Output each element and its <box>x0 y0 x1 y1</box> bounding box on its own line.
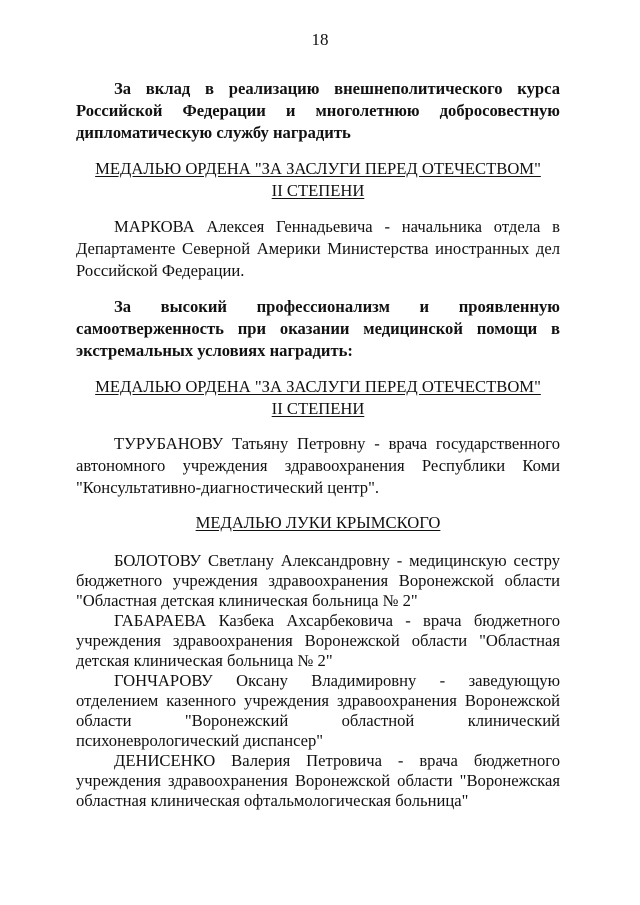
recipient-bolotova: БОЛОТОВУ Светлану Александровну - медицинскую сестру бюджетного учреждения здравоохранения Воронежской области "Областная детская клиническая больница № 2" <box>76 551 560 610</box>
page-number: 18 <box>311 30 329 49</box>
award-title-2 <box>76 376 560 420</box>
recipient-markov: МАРКОВА Алексея Геннадьевича - начальника отдела в Департаменте Северной Америки Министерства иностранных дел Российской Федерации. <box>76 217 560 280</box>
recipient-goncharova: ГОНЧАРОВУ Оксану Владимировну - заведующую отделением казенного учреждения здравоохранения Воронежской области "Воронежский областной клинический психоневрологический диспансер" <box>76 671 560 750</box>
award-intro-1: За вклад в реализацию внешнеполитического курса Российской Федерации и многолетнюю добросовестную дипломатическую службу наградить <box>76 79 560 142</box>
award-title-1 <box>76 158 560 202</box>
award-title-2-line1: МЕДАЛЬЮ ОРДЕНА "ЗА ЗАСЛУГИ ПЕРЕД ОТЕЧЕСТВОМ" <box>95 377 541 396</box>
recipient-turubanova: ТУРУБАНОВУ Татьяну Петровну - врача государственного автономного учреждения здравоохранения Республики Коми "Консультативно-диагностический центр". <box>76 434 560 497</box>
award-title-2-line2: II СТЕПЕНИ <box>271 399 365 418</box>
award-title-3-line1: МЕДАЛЬЮ ЛУКИ КРЫМСКОГО <box>195 513 441 532</box>
award-title-1-line1: МЕДАЛЬЮ ОРДЕНА "ЗА ЗАСЛУГИ ПЕРЕД ОТЕЧЕСТВОМ" <box>95 159 541 178</box>
recipient-gabaraev: ГАБАРАЕВА Казбека Ахсарбековича - врача бюджетного учреждения здравоохранения Воронежской области "Областная детская клиническая больница № 2" <box>76 611 560 670</box>
recipient-denisenko: ДЕНИСЕНКО Валерия Петровича - врача бюджетного учреждения здравоохранения Воронежской области "Воронежская областная клиническая офтальмологическая больница" <box>76 751 560 810</box>
award-title-1-line2: II СТЕПЕНИ <box>271 181 365 200</box>
award-title-3 <box>76 512 560 534</box>
award-intro-2: За высокий профессионализм и проявленную самоотверженность при оказании медицинской помощи в экстремальных условиях наградить: <box>76 297 560 360</box>
